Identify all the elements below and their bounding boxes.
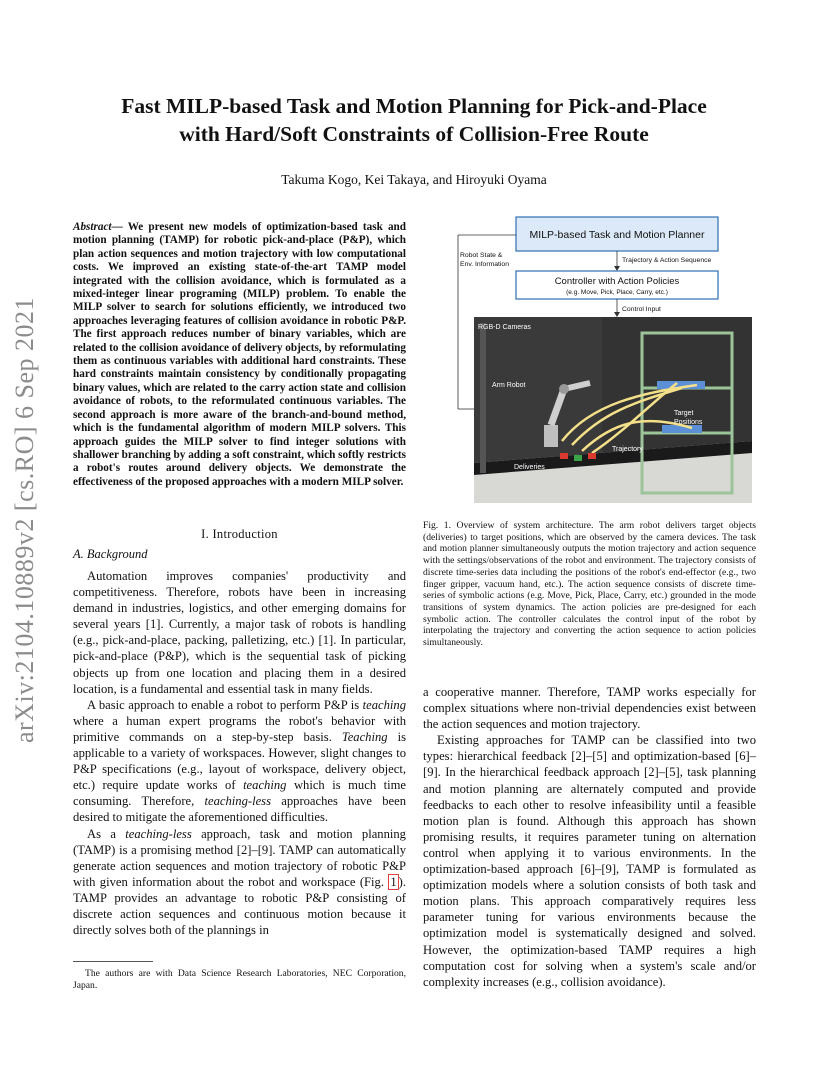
figure-system-architecture xyxy=(452,213,752,505)
right-paragraph-2: Existing approaches for TAMP can be classified into two types: hierarchical feedback [2]–[5] and optimization-based [6]–[9]. In the hierarchical feedback approach [2]–[5], task planning and motion planning are alternately computed and provide feedbacks to each other to resolve infeasibility until a feasible motion plan is found. Although this approach has shown promising results, it requires parameter tuning on alternation control when applying it to various environments. In the optimization-based approach [6]–[9], TAMP is formulated as optimization models where a solution consists of both task and motion plans. This approach comparatively requires less parameter tuning for various environments because the optimization model is systematically designed and solved. However, the optimization-based TAMP requires a high computation cost for solving when a system's scale and/or complexity increases (e.g., collision avoidance). xyxy=(423,733,756,989)
deliveries-label: Deliveries xyxy=(514,464,545,471)
author-list: Takuma Kogo, Kei Takaya, and Hiroyuki Oyama xyxy=(281,172,547,187)
arm-robot-label: Arm Robot xyxy=(492,382,526,389)
right-column-body xyxy=(423,684,756,990)
title-line-1: Fast MILP-based Task and Motion Planning for Pick-and-Place xyxy=(121,94,707,118)
controller-sub-label: (e.g. Move, Pick, Place, Carry, etc.) xyxy=(566,289,668,296)
footnote-divider xyxy=(73,961,153,962)
section-heading: I. Introduction xyxy=(201,527,278,541)
trajectory-sequence-label: Trajectory & Action Sequence xyxy=(622,257,712,264)
footnote: The authors are with Data Science Research Laboratories, NEC Corporation, Japan. xyxy=(73,968,406,991)
introduction-body xyxy=(73,568,406,938)
target-label: Target xyxy=(674,410,694,417)
abstract-text: — We present new models of optimization-based task and motion planning (TAMP) for robotic pick-and-place (P&P), which plan action sequences and motion trajectory with low computational costs. We improved an existing state-of-the-art TAMP model integrated with the collision avoidance, which is formulated as a mixed-integer linear programing (MILP) problem. To enable the MILP solver to search for solutions efficiently, we introduced two approaches leveraging features of collision avoidance in robotic P&P. The first approach reduces number of binary variables, which are related to the collision avoidance of delivery objects, by reformulating them as continuous variables with additional hard constraints. These hard constraints maintain consistency by conditionally propagating binary values, which are related to the carry action state and collision avoidance of robots, to the reformulated continuous variables. The second approach is more aware of the branch-and-bound method, which is the fundamental algorithm of modern MILP solvers. This approach guides the MILP solver to find integer solutions with shallower branching by adding a soft constraint, which softly restricts a robot's routes around delivery objects. We demonstrate the effectiveness of the proposed approaches with a modern MILP solver. xyxy=(73,221,406,488)
control-input-label: Control Input xyxy=(622,306,661,313)
figure-reference-link[interactable]: 1 xyxy=(390,874,397,889)
figure-caption: Fig. 1. Overview of system architecture. The arm robot delivers target objects (deliveries) to target positions, which are observed by the camera devices. The task and motion planner simultaneously outputs the motion trajectory and action sequence with the settings/observations of the robot and environment. The trajectory consists of discrete time-series data including the positions of the robot's end-effector (e.g., two finger gripper, vacuum hand, etc.). The action sequence consists of discrete time-series of symbolic actions (e.g. Move, Pick, Place, Carry, etc.) grounded in the mode transitions of system dynamics. The action policies are pre-designed for each symbolic action. The controller calculates the control input of the robot by interpolating the trajectory and converting the action sequence to action policies simultaneously. xyxy=(423,520,756,649)
intro-paragraph-3: As a teaching-less approach, task and motion planning (TAMP) is a promising method [2]–[9]. TAMP can automatically generate action sequences and motion trajectory of robotic P&P with given information about the robot and workspace (Fig. 1 ). TAMP provides an advantage to robotic P&P consisting of discrete action sequences and continuous motion because it directly solves both of the plannings in xyxy=(73,826,406,938)
paper-title xyxy=(80,92,748,148)
abstract xyxy=(73,221,406,489)
right-paragraph-1: a cooperative manner. Therefore, TAMP works especially for complex situations where non-trivial dependencies exist between the action sequences and motion trajectory. xyxy=(423,685,756,732)
intro-paragraph-1: Automation improves companies' productivity and competitiveness. Therefore, robots have been in increasing demand in industries, logistics, and other emerging domains for several years [1]. Currently, a major task of robots is handling (e.g., pick-and-place, packing, palletizing, etc.) [1]. In particular, pick-and-place (P&P), which is the sequential task of picking objects up from one location and placing them in a desired location, is a fundamental and essential task in many fields. xyxy=(73,569,406,696)
title-line-2: with Hard/Soft Constraints of Collision-Free Route xyxy=(179,122,649,146)
subsection-heading: A. Background xyxy=(73,547,148,561)
intro-paragraph-2: A basic approach to enable a robot to perform P&P is teaching where a human expert programs the robot's behavior with primitive commands on a step-by-step basis. Teaching is applicable to a variety of workspaces. However, slight changes to P&P specifications (e.g., layout of workspace, delivery object, etc.) require update works of teaching which is much time consuming. Therefore, teaching-less approaches have been desired to mitigate the aforementioned difficulties. xyxy=(73,697,407,825)
trajectory-label: Trajectory xyxy=(612,446,643,453)
arxiv-side-stamp: arXiv:2104.10889v2 [cs.RO] 6 Sep 2021 xyxy=(10,297,39,744)
robot-workspace-photo xyxy=(474,317,752,503)
positions-label: Positions xyxy=(674,419,703,426)
robot-state-label: Robot State & xyxy=(460,252,503,259)
cameras-label: RGB-D Cameras xyxy=(478,324,531,331)
planner-label: MILP-based Task and Motion Planner xyxy=(529,229,705,241)
abstract-label: Abstract xyxy=(73,221,112,233)
controller-label: Controller with Action Policies xyxy=(554,276,680,287)
env-info-label: Env. Information xyxy=(460,261,509,268)
